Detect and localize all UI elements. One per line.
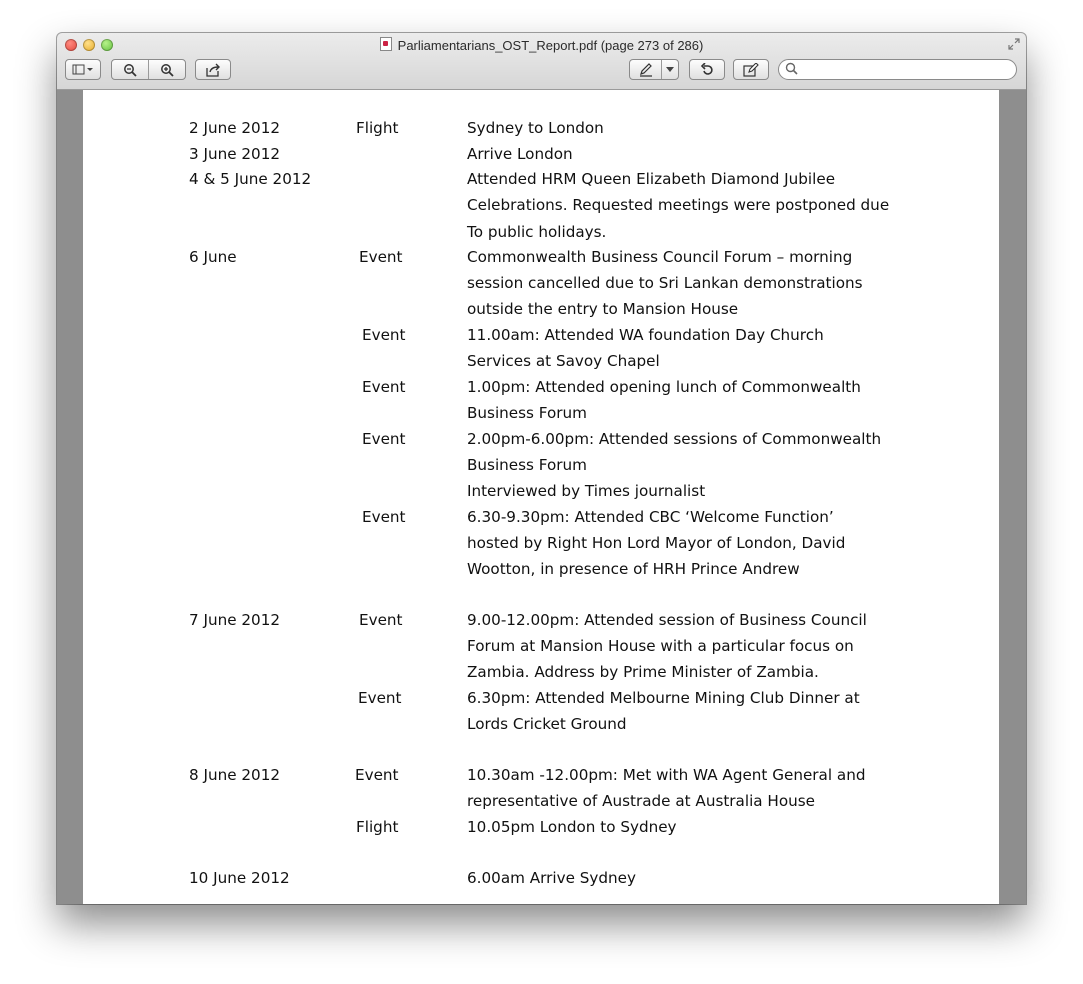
markup-segment [630, 60, 661, 79]
sidebar-toggle-button[interactable] [65, 59, 101, 80]
search-icon [785, 62, 799, 76]
itinerary-description: Sydney to London [467, 119, 604, 137]
markup-icon [638, 63, 654, 77]
itinerary-description: 6.00am Arrive Sydney [467, 869, 636, 887]
zoom-in-button[interactable] [149, 60, 185, 79]
itinerary-description: 11.00am: Attended WA foundation Day Church [467, 326, 824, 344]
pdf-page [83, 90, 999, 904]
share-button[interactable] [195, 59, 231, 80]
itinerary-description: 1.00pm: Attended opening lunch of Commonwealth [467, 378, 861, 396]
rotate-button[interactable] [689, 59, 725, 80]
itinerary-description: 9.00-12.00pm: Attended session of Business Council [467, 611, 867, 629]
chevron-down-icon [666, 67, 674, 73]
itinerary-date: 4 & 5 June 2012 [189, 170, 312, 188]
sidebar-icon [72, 64, 94, 76]
itinerary-type: Event [359, 248, 403, 266]
itinerary-date: 6 June [189, 248, 237, 266]
edit-toolbar-button[interactable] [733, 59, 769, 80]
search-input[interactable] [778, 59, 1017, 80]
itinerary-type: Event [362, 326, 406, 344]
share-icon [205, 63, 221, 77]
itinerary-description: outside the entry to Mansion House [467, 300, 739, 318]
itinerary-date: 8 June 2012 [189, 766, 281, 784]
itinerary-description: Forum at Mansion House with a particular focus on [467, 637, 854, 655]
pdf-document-icon [380, 37, 392, 51]
itinerary-type: Event [362, 378, 406, 396]
fullscreen-icon[interactable] [1008, 38, 1020, 50]
itinerary-description: Lords Cricket Ground [467, 715, 627, 733]
zoom-out-icon [123, 63, 137, 77]
itinerary-date: 3 June 2012 [189, 145, 281, 163]
itinerary-description: 6.30pm: Attended Melbourne Mining Club Dinner at [467, 689, 860, 707]
itinerary-description: Celebrations. Requested meetings were postponed due [467, 196, 890, 214]
itinerary-description: session cancelled due to Sri Lankan demonstrations [467, 274, 863, 292]
itinerary-date: 10 June 2012 [189, 869, 290, 887]
edit-icon [743, 63, 759, 77]
itinerary-type: Event [359, 611, 403, 629]
window-title-text: Parliamentarians_OST_Report.pdf (page 273 of 286) [397, 38, 704, 53]
zoom-in-icon [160, 63, 174, 77]
zoom-out-button[interactable] [112, 60, 148, 79]
itinerary-description: 10.05pm London to Sydney [467, 818, 677, 836]
itinerary-type: Flight [356, 818, 399, 836]
window-title [57, 37, 1026, 53]
zoom-control [111, 59, 186, 80]
markup-button[interactable] [629, 59, 679, 80]
itinerary-description: Attended HRM Queen Elizabeth Diamond Jubilee [467, 170, 836, 188]
itinerary-description: 2.00pm-6.00pm: Attended sessions of Commonwealth [467, 430, 882, 448]
preview-window [57, 33, 1026, 904]
itinerary-description: To public holidays. [467, 223, 607, 241]
itinerary-description: Interviewed by Times journalist [467, 482, 706, 500]
itinerary-description: hosted by Right Hon Lord Mayor of London, David [467, 534, 846, 552]
itinerary-type: Event [362, 508, 406, 526]
itinerary-description: Arrive London [467, 145, 573, 163]
itinerary-type: Event [362, 430, 406, 448]
itinerary-description: representative of Austrade at Australia House [467, 792, 816, 810]
itinerary-type: Flight [356, 119, 399, 137]
itinerary-date: 7 June 2012 [189, 611, 281, 629]
rotate-icon [700, 63, 714, 77]
itinerary-date: 2 June 2012 [189, 119, 281, 137]
itinerary-description: Services at Savoy Chapel [467, 352, 660, 370]
itinerary-description: Commonwealth Business Council Forum – morning [467, 248, 853, 266]
itinerary-description: Wootton, in presence of HRH Prince Andrew [467, 560, 800, 578]
itinerary-description: Business Forum [467, 456, 587, 474]
itinerary-description: 6.30-9.30pm: Attended CBC ‘Welcome Function’ [467, 508, 834, 526]
itinerary-description: Zambia. Address by Prime Minister of Zambia. [467, 663, 819, 681]
itinerary-description: Business Forum [467, 404, 587, 422]
itinerary-type: Event [355, 766, 399, 784]
itinerary-type: Event [358, 689, 402, 707]
markup-dropdown[interactable] [662, 60, 678, 79]
itinerary-description: 10.30am -12.00pm: Met with WA Agent General and [467, 766, 866, 784]
title-bar [57, 33, 1026, 90]
